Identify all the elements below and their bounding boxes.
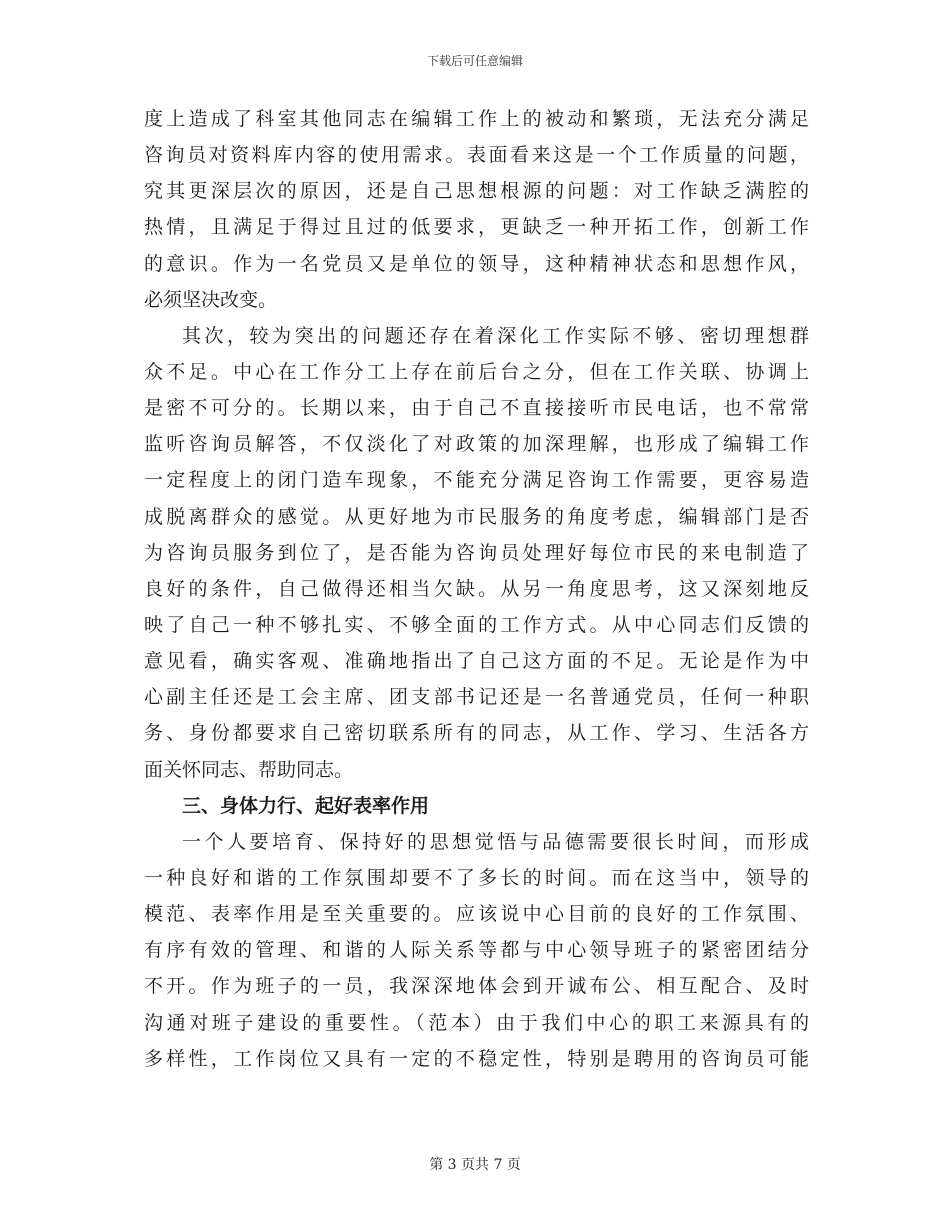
section-heading: 三、身体力行、起好表率作用 bbox=[182, 794, 430, 817]
text-line: 的意识。作为一名党员又是单位的领导，这种精神状态和思想作风， bbox=[144, 252, 809, 275]
text-line: 一种良好和谐的工作氛围却要不了多长的时间。而在这当中，领导的 bbox=[144, 866, 809, 889]
text-line: 务、身份都要求自己密切联系所有的同志，从工作、学习、生活各方 bbox=[144, 722, 809, 745]
text-line: 是密不可分的。长期以来，由于自己不直接接听市民电话，也不常常 bbox=[144, 397, 809, 420]
text-line: 模范、表率作用是至关重要的。应该说中心目前的良好的工作氛围、 bbox=[144, 903, 809, 926]
text-line: 心副主任还是工会主席、团支部书记还是一名普通党员，任何一种职 bbox=[144, 686, 809, 709]
text-line: 多样性，工作岗位又具有一定的不稳定性，特别是聘用的咨询员可能 bbox=[144, 1047, 809, 1070]
text-line: 良好的条件，自己做得还相当欠缺。从另一角度思考，这又深刻地反 bbox=[144, 577, 809, 600]
text-line: 咨询员对资料库内容的使用需求。表面看来这是一个工作质量的问题， bbox=[144, 144, 809, 167]
page-header: 下载后可任意编辑 bbox=[426, 54, 523, 68]
text-line: 映了自己一种不够扎实、不够全面的工作方式。从中心同志们反馈的 bbox=[144, 613, 809, 636]
text-line: 有序有效的管理、和谐的人际关系等都与中心领导班子的紧密团结分 bbox=[144, 939, 809, 962]
text-line: 意见看，确实客观、准确地指出了自己这方面的不足。无论是作为中 bbox=[144, 650, 809, 673]
text-line: 监听咨询员解答，不仅淡化了对政策的加深理解，也形成了编辑工作 bbox=[144, 433, 809, 456]
text-line: 一个人要培育、保持好的思想觉悟与品德需要很长时间，而形成 bbox=[182, 830, 809, 853]
text-line: 其次，较为突出的问题还存在着深化工作实际不够、密切理想群 bbox=[182, 324, 809, 347]
text-line: 为咨询员服务到位了，是否能为咨询员处理好每位市民的来电制造了 bbox=[144, 541, 809, 564]
text-line: 一定程度上的闭门造车现象，不能充分满足咨询工作需要，更容易造 bbox=[144, 469, 809, 492]
text-line: 众不足。中心在工作分工上存在前后台之分，但在工作关联、协调上 bbox=[144, 360, 809, 383]
text-line: 面关怀同志、帮助同志。 bbox=[144, 758, 354, 781]
text-line: 度上造成了科室其他同志在编辑工作上的被动和繁琐，无法充分满足 bbox=[144, 108, 809, 130]
text-line: 成脱离群众的感觉。从更好地为市民服务的角度考虑，编辑部门是否 bbox=[144, 505, 809, 528]
text-line: 必须坚决改变。 bbox=[144, 288, 278, 311]
text-line: 究其更深层次的原因，还是自己思想根源的问题：对工作缺乏满腔的 bbox=[144, 180, 809, 203]
document-body bbox=[144, 101, 809, 1077]
text-line: 热情，且满足于得过且过的低要求，更缺乏一种开拓工作，创新工作 bbox=[144, 216, 809, 239]
text-line: 不开。作为班子的一员，我深深地体会到开诚布公、相互配合、及时 bbox=[144, 975, 809, 998]
text-line: 沟通对班子建设的重要性。（范本）由于我们中心的职工来源具有的 bbox=[144, 1011, 809, 1034]
page-footer: 第 3 页共 7 页 bbox=[429, 1157, 521, 1173]
